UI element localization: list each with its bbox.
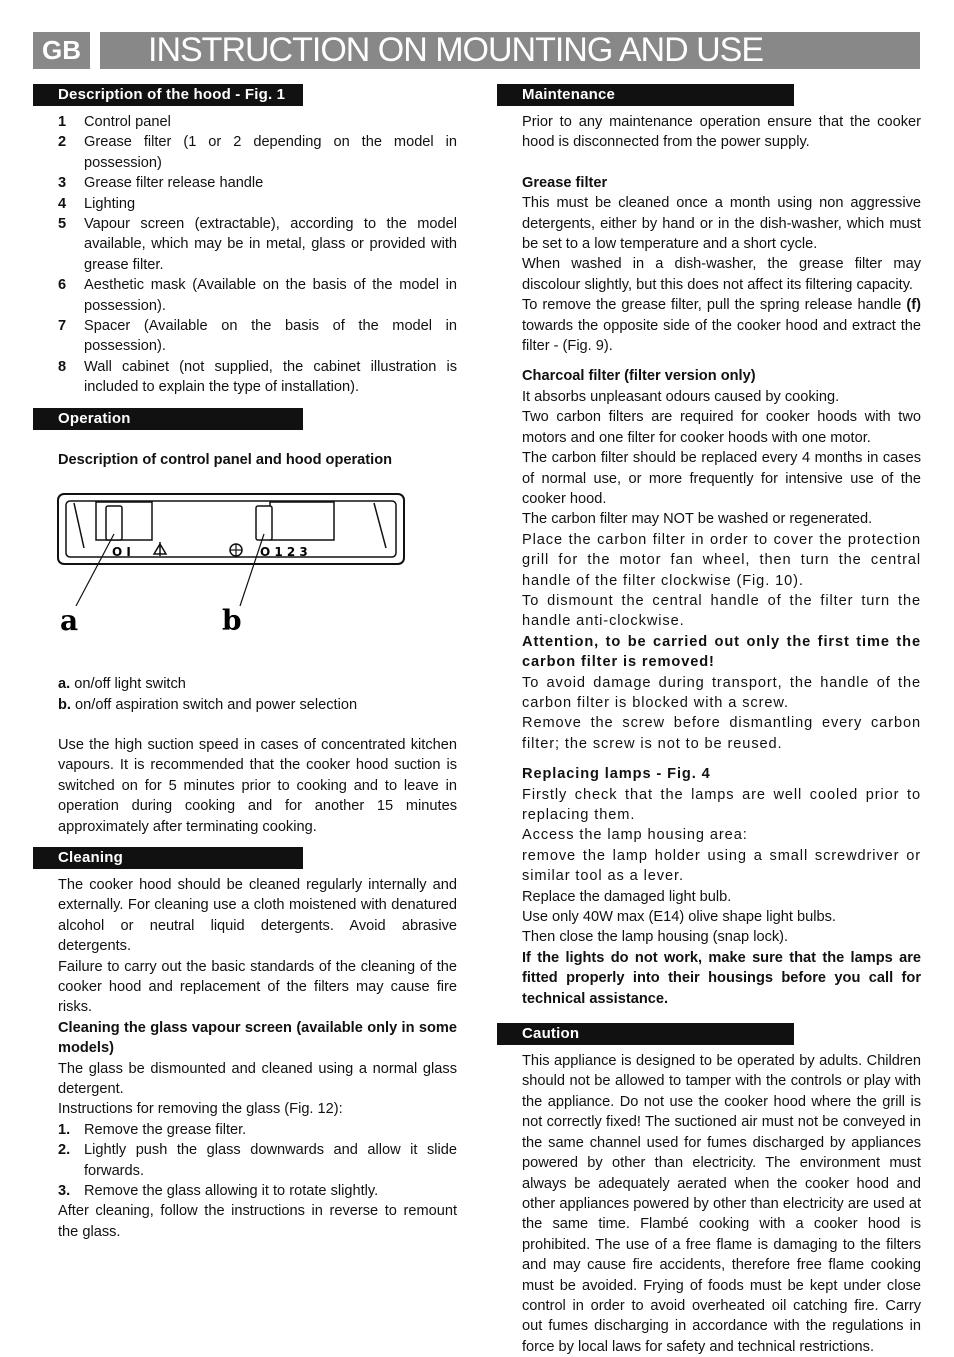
legend-a: a. on/off light switch <box>58 676 186 693</box>
section-heading-operation: Operation <box>33 408 303 430</box>
right-column <box>522 84 921 1357</box>
legend-b: b. on/off aspiration switch and power selection <box>58 696 358 713</box>
control-panel-figure <box>56 470 416 660</box>
light-icon <box>154 542 166 556</box>
charcoal-paragraph: Remove the screw before dismantling every carbon filter; the screw is not to be reused. <box>522 715 921 752</box>
list-item: 2. Lightly push the glass downwards and allow it slide forwards. <box>58 1142 457 1179</box>
list-item: 2 Grease filter (1 or 2 depending on the model in possession) <box>58 134 457 171</box>
cleaning-paragraph: After cleaning, follow the instructions in reverse to remount the glass. <box>58 1203 457 1240</box>
cleaning-paragraph: Failure to carry out the basic standards of the cleaning of the cooker hood and replacement of the filters may cause fire risks. <box>58 958 457 1016</box>
figure-label-a: a <box>60 604 79 638</box>
list-item: 8 Wall cabinet (not supplied, the cabinet illustration is included to explain the type of installation). <box>58 358 457 396</box>
lamps-paragraph: Access the lamp housing area: <box>522 827 748 844</box>
figure-label-b: b <box>222 604 242 638</box>
lamps-paragraph: Use only 40W max (E14) olive shape light bulbs. <box>522 909 836 926</box>
lamps-paragraph: remove the lamp holder using a small screwdriver or similar tool as a lever. <box>522 847 921 885</box>
lamps-paragraph: Then close the lamp housing (snap lock). <box>522 929 789 946</box>
list-item: 4 Lighting <box>58 195 136 212</box>
replacing-lamps-title: Replacing lamps - Fig. 4 <box>522 766 711 783</box>
list-item: 3 Grease filter release handle <box>58 175 264 192</box>
list-item: 3. Remove the glass allowing it to rotate slightly. <box>58 1183 379 1200</box>
grease-paragraph: When washed in a dish-washer, the grease filter may discolour slightly, but this does not affect its filtering capacity. <box>522 256 921 293</box>
list-item: 1 Control panel <box>58 114 171 130</box>
charcoal-paragraph: Two carbon filters are required for cooker hoods with two motors and one filter for cooker hoods with one motor. <box>522 409 921 446</box>
language-badge: GB <box>33 32 90 69</box>
cleaning-paragraph: The glass be dismounted and cleaned using a normal glass detergent. <box>58 1060 457 1097</box>
operation-text: Use the high suction speed in cases of concentrated kitchen vapours. It is recommended that the cooker hood suction is switched on for 5 minutes prior to cooking and to leave in operation during cooking and for another 15 minutes approximately after terminating cooking. <box>58 736 457 835</box>
switch-a-marks: O I <box>112 545 131 560</box>
cleaning-glass-title: Cleaning the glass vapour screen (available only in some models) <box>58 1019 457 1057</box>
control-panel-diagram <box>56 470 416 660</box>
cleaning-paragraph: The cooker hood should be cleaned regularly internally and externally. For cleaning use a cloth moistened with denatured alcohol or neutral liquid detergents. Avoid abrasive detergents. <box>58 876 457 955</box>
charcoal-filter-title: Charcoal filter (filter version only) <box>522 368 756 385</box>
operation-subheading: Description of control panel and hood operation <box>58 451 393 468</box>
section-heading-caution: Caution <box>497 1023 794 1045</box>
section-heading-maintenance: Maintenance <box>497 84 794 106</box>
list-item: 1. Remove the grease filter. <box>58 1121 247 1138</box>
charcoal-attention: Attention, to be carried out only the first time the carbon filter is removed! <box>522 633 921 671</box>
section-heading-description: Description of the hood - Fig. 1 <box>33 84 303 106</box>
lamps-warning: If the lights do not work, make sure that the lamps are fitted properly into their housings before you call for technical assistance. <box>522 949 921 1007</box>
charcoal-paragraph: It absorbs unpleasant odours caused by cooking. <box>522 388 840 405</box>
charcoal-paragraph: To dismount the central handle of the filter turn the handle anti-clockwise. <box>522 592 921 630</box>
left-column <box>58 84 457 1242</box>
maintenance-intro: Prior to any maintenance operation ensure that the cooker hood is disconnected from the power supply. <box>522 114 921 151</box>
grease-paragraph: This must be cleaned once a month using non aggressive detergents, either by hand or in the dish-washer, which must be set to a low temperature and a short cycle. <box>522 195 921 253</box>
lamps-paragraph: Replace the damaged light bulb. <box>522 888 732 905</box>
list-item: 5 Vapour screen (extractable), according to the model available, which may be in metal, glass or provided with grease filter. <box>58 216 457 273</box>
cleaning-paragraph: Instructions for removing the glass (Fig. 12): <box>58 1101 343 1118</box>
list-item: 6 Aesthetic mask (Available on the basis of the model in possession). <box>58 277 457 314</box>
caution-text: This appliance is designed to be operated by adults. Children should not be allowed to tamper with the controls or play with the appliance. Do not use the cooker hood where the grill is not correctly fixed! The suctioned air must not be conveyed in the same channel used for fumes discharged by appliances powered by other than electricity. The environment must always be adequately aerated when the cooker hood and other appliances powered by other than electricity are used at the same time. Flambé cooking with a cooker hood is prohibited. The use of a free flame is damaging to the filters and may cause fire accidents, therefore free flame cooking must be avoided. Frying of foods must be kept under close control in order to avoid overheated oil catching fire. Carry out fumes discharging in accordance with the regulations in force by local laws for safety and technical restrictions. <box>522 1053 921 1355</box>
lamps-paragraph: Firstly check that the lamps are well cooled prior to replacing them. <box>522 786 921 823</box>
list-item: 7 Spacer (Available on the basis of the model in possession). <box>58 318 457 355</box>
page-title: INSTRUCTION ON MOUNTING AND USE <box>100 32 920 69</box>
grease-filter-title: Grease filter <box>522 174 608 191</box>
charcoal-paragraph: Place the carbon filter in order to cover the protection grill for the motor fan wheel, then turn the central handle of the filter clockwise (Fig. 10). <box>522 531 921 589</box>
section-heading-cleaning: Cleaning <box>33 847 303 869</box>
parts-list <box>58 112 457 398</box>
charcoal-paragraph: The carbon filter should be replaced every 4 months in cases of normal use, or more frequently for intensive use of the cooker hood. <box>522 450 921 507</box>
charcoal-paragraph: The carbon filter may NOT be washed or regenerated. <box>522 511 873 528</box>
switch-b-marks: O 1 2 3 <box>260 545 308 560</box>
charcoal-paragraph: To avoid damage during transport, the handle of the carbon filter is blocked with a screw. <box>522 674 921 711</box>
grease-paragraph: To remove the grease filter, pull the spring release handle (f) towards the opposite side of the cooker hood and extract the filter - (Fig. 9). <box>522 297 921 355</box>
